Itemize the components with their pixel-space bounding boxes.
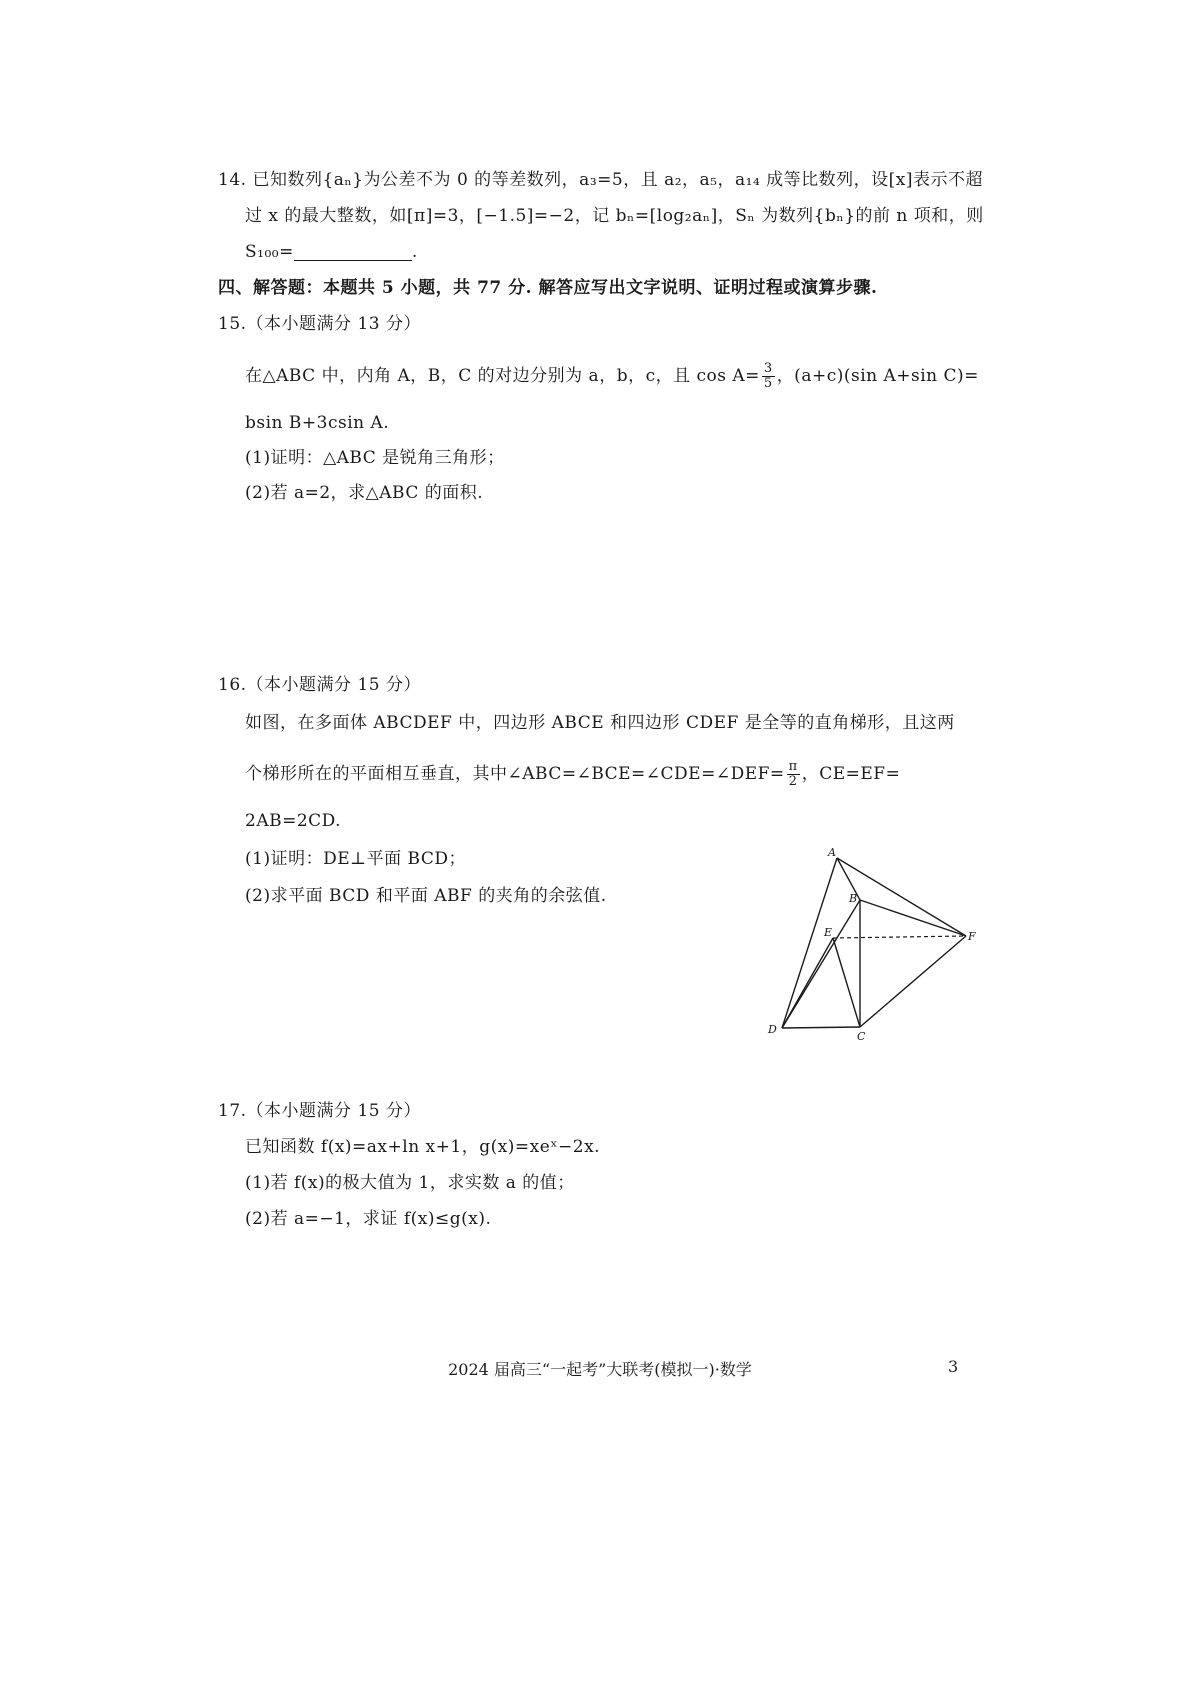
q17-part1: (1)若 f(x)的极大值为 1，求实数 a 的值； [245, 1173, 575, 1193]
q16-line2 [245, 760, 900, 789]
q16-header: 16.（本小题满分 15 分） [218, 675, 421, 695]
q14-line1: 14. 已知数列{aₙ}为公差不为 0 的等差数列，a₃=5，且 a₂，a₅，a₁₄ 成等比数列，设[x]表示不超 [218, 170, 984, 190]
section-4-heading: 四、解答题：本题共 5 小题，共 77 分. 解答应写出文字说明、证明过程或演算步骤. [218, 278, 878, 298]
edge-ad [782, 858, 837, 1028]
label-e: E [824, 926, 833, 939]
edge-bd [782, 900, 860, 1028]
q15-line1 [245, 362, 979, 391]
q14-line3 [245, 240, 418, 264]
q15-header: 15.（本小题满分 13 分） [218, 314, 421, 334]
q15-part2: (2)若 a=2，求△ABC 的面积. [245, 483, 484, 503]
polyhedron-figure [760, 842, 980, 1042]
label-a: A [828, 846, 836, 859]
q14-line2: 过 x 的最大整数，如[π]=3，[−1.5]=−2，记 bₙ=[log₂aₙ]，Sₙ 为数列{bₙ}的前 n 项和，则 [245, 206, 984, 226]
label-b: B [849, 892, 858, 905]
q16-line2-b: ，CE=EF= [801, 764, 901, 784]
q17-header: 17.（本小题满分 15 分） [218, 1101, 421, 1121]
edge-de [782, 938, 833, 1028]
edge-dc [782, 1027, 860, 1028]
q17-line1: 已知函数 f(x)=ax+ln x+1，g(x)=xeˣ−2x. [245, 1137, 601, 1157]
q16-angle-fraction [787, 760, 800, 789]
q15-part1: (1)证明：△ABC 是锐角三角形； [245, 448, 505, 468]
q14-answer-blank [294, 242, 412, 261]
q16-line1: 如图，在多面体 ABCDEF 中，四边形 ABCE 和四边形 CDEF 是全等的直角梯形，且这两 [245, 713, 955, 733]
q14-period: . [411, 242, 418, 262]
page-number: 3 [948, 1357, 959, 1376]
q15-frac-den: 5 [763, 376, 773, 391]
page-footer-title: 2024 届高三“一起考”大联考(模拟一)·数学 [448, 1360, 752, 1379]
q15-frac-num: 3 [763, 361, 773, 376]
q15-line2: bsin B+3csin A. [245, 413, 390, 433]
label-d: D [768, 1023, 777, 1036]
label-f: F [968, 930, 976, 943]
q16-line3: 2AB=2CD. [245, 811, 342, 831]
q16-part2: (2)求平面 BCD 和平面 ABF 的夹角的余弦值. [245, 886, 607, 906]
q16-frac-num: π [788, 759, 798, 774]
edge-ec [833, 938, 860, 1027]
edge-bf [860, 900, 966, 936]
q16-frac-den: 2 [788, 774, 798, 789]
q15-line1-b: ，(a+c)(sin A+sin C)= [776, 366, 979, 386]
q15-line1-a: 在△ABC 中，内角 A，B，C 的对边分别为 a，b，c，且 cos A= [245, 366, 760, 386]
q17-part2: (2)若 a=−1，求证 f(x)≤g(x). [245, 1209, 492, 1229]
label-c: C [857, 1030, 866, 1042]
edge-ef-hidden [833, 936, 966, 938]
q15-cos-fraction [762, 362, 775, 391]
edge-cf [860, 936, 966, 1027]
q16-part1: (1)证明：DE⊥平面 BCD； [245, 849, 466, 869]
q16-line2-a: 个梯形所在的平面相互垂直，其中∠ABC=∠BCE=∠CDE=∠DEF= [245, 764, 785, 784]
q14-answer-label: S₁₀₀= [245, 242, 294, 262]
